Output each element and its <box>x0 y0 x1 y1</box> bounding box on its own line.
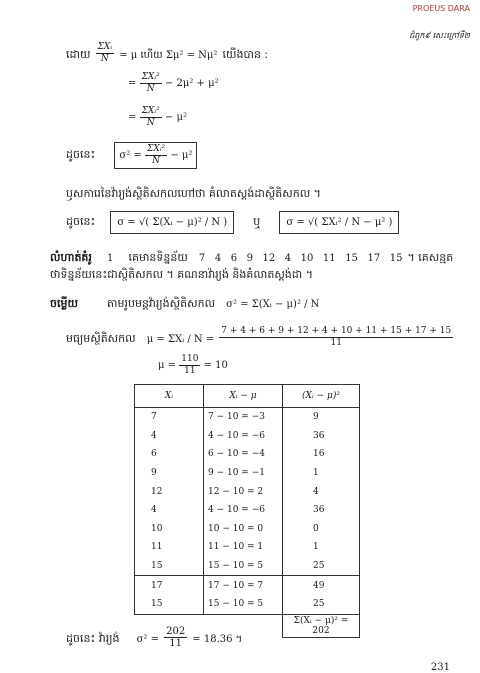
example-values: 7 4 6 9 12 4 10 11 15 17 15 <box>198 253 403 264</box>
fraction: $\frac{\text{ΣXᵢ}}{N}$ <box>97 42 113 64</box>
table-cell: 9 <box>283 408 360 427</box>
table-cell: 6 <box>135 445 204 464</box>
table-cell: 9 − 10 = −1 <box>204 464 283 483</box>
table-row <box>135 501 360 520</box>
table-cell: 16 <box>283 445 360 464</box>
solution-formula-text: តាមរូបមន្តវ៉ារ្យង់ស្ថិតិសកល <box>107 297 216 310</box>
std-dev-formula-box-2: σ = √( ΣXᵢ² / N − μ² ) <box>279 211 399 234</box>
table-cell: 10 <box>135 520 204 539</box>
derivation-line-4 <box>66 142 197 169</box>
example-line-2: ថាទិន្នន័យនេះជាស្ថិតិសកល ។ គណនាវ៉ារ្យង់ និងគំលាតស្តង់ដា ។ <box>50 268 313 281</box>
mean-result: μ = $\frac{110}{11}$ = 10 <box>158 354 228 376</box>
therefore-label: ដូចនេះ <box>66 215 96 228</box>
table-cell: 7 <box>135 408 204 427</box>
mean-label: មធ្យមស្ថិតិសកល <box>66 332 136 345</box>
derivation-line-2: = $\frac{\text{ΣXᵢ²}}{N}$ − 2μ² + μ² <box>128 72 219 94</box>
table-row <box>135 408 360 427</box>
table-row <box>135 482 360 501</box>
deviation-table <box>134 384 360 638</box>
table-cell: 4 − 10 = −6 <box>204 427 283 446</box>
table-cell: 4 − 10 = −6 <box>204 501 283 520</box>
variance-formula-box: σ² = $\frac{\text{ΣXᵢ²}}{N}$ − μ² <box>114 142 197 169</box>
table-cell: 12 − 10 = 2 <box>204 482 283 501</box>
table-cell: 0 <box>283 520 360 539</box>
derivation-prefix: ដោយ <box>66 48 91 61</box>
table-row <box>135 595 360 614</box>
brand-header: PROEUS DARA <box>412 4 470 13</box>
conclusion-line: ដូចនេះ វ៉ារ្យង់ σ² = $\frac{202}{11}$ = 18.36 ។ <box>66 626 243 649</box>
table-cell: 15 <box>135 557 204 576</box>
std-dev-formula-box-1: σ = √( Σ(Xᵢ − μ)² / N ) <box>110 211 234 234</box>
solution-label: ចម្លើយ <box>50 297 78 310</box>
table-cell: 11 <box>135 538 204 557</box>
table-cell: 1 <box>283 464 360 483</box>
mean-line <box>66 326 453 349</box>
table-row <box>135 538 360 557</box>
table-row <box>135 557 360 576</box>
fraction: $\frac{\text{ΣXᵢ²}}{N}$ <box>141 106 160 128</box>
table-cell: 25 <box>283 595 360 614</box>
page-number: 231 <box>430 662 450 673</box>
table-cell: 17 − 10 = 7 <box>204 576 283 595</box>
table-row <box>135 576 360 595</box>
table-cell: 15 − 10 = 5 <box>204 595 283 614</box>
table-cell: 15 − 10 = 5 <box>204 557 283 576</box>
table-cell: 1 <box>283 538 360 557</box>
chapter-header: ជំពូក៩ សេះក្រៅទី២ <box>409 31 470 40</box>
derivation-line-5 <box>66 210 399 234</box>
header-deviation: Xᵢ − μ <box>204 385 283 408</box>
table-cell: 10 − 10 = 0 <box>204 520 283 539</box>
derivation-line-3: = $\frac{\text{ΣXᵢ²}}{N}$ − μ² <box>128 106 188 128</box>
example-label: លំហាត់គំរូ <box>50 251 92 264</box>
table-row <box>135 445 360 464</box>
table-cell: 4 <box>283 482 360 501</box>
table-row <box>135 427 360 446</box>
solution-formula: σ² = Σ(Xᵢ − μ)² / N <box>226 299 320 310</box>
derivation-mid: = μ ហើយ Σμ² = Nμ² <box>119 50 218 61</box>
header-squared-deviation: (Xᵢ − μ)² <box>283 385 360 408</box>
table-cell: 7 − 10 = −3 <box>204 408 283 427</box>
table-cell: 11 − 10 = 1 <box>204 538 283 557</box>
table-cell: 4 <box>135 427 204 446</box>
table-cell: 49 <box>283 576 360 595</box>
std-dev-note: ឫសការេនៃវ៉ារ្យង់ស្ថិតិសកលហៅថា គំលាតស្តង់ដាស្ថិតិសកល ។ <box>66 187 321 200</box>
example-text-tail: ។ គេសន្មត <box>407 251 454 264</box>
table-cell: 4 <box>135 501 204 520</box>
header-xi: Xᵢ <box>135 385 204 408</box>
example-line-1 <box>50 246 453 267</box>
mean-expr: μ = ΣXᵢ / N = <box>146 334 215 345</box>
example-text-lead: គេមានទិន្នន័យ <box>128 251 188 264</box>
table-header-row <box>135 385 360 408</box>
fraction: $\frac{202}{11}$ <box>166 626 186 649</box>
conclusion-prefix: ដូចនេះ វ៉ារ្យង់ <box>66 632 120 645</box>
mean-sum-fraction: $\frac{7 + 4 + 6 + 9 + 12 + 4 + 10 + 11 + 15 + 17 + 15}{11}$ <box>221 326 452 348</box>
solution-line-1 <box>50 292 319 313</box>
table-row <box>135 464 360 483</box>
table-cell: 15 <box>135 595 204 614</box>
table-cell: 25 <box>283 557 360 576</box>
therefore-label: ដូចនេះ <box>66 148 96 161</box>
derivation-suffix: យើងបាន : <box>222 48 269 61</box>
table-cell: 12 <box>135 482 204 501</box>
table-row <box>135 520 360 539</box>
table-cell: 17 <box>135 576 204 595</box>
sum-squared-deviation: Σ(Xᵢ − μ)² = 202 <box>283 614 360 637</box>
table-cell: 6 − 10 = −4 <box>204 445 283 464</box>
table-cell: 9 <box>135 464 204 483</box>
fraction: $\frac{\text{ΣXᵢ²}}{N}$ <box>141 72 160 94</box>
table-cell: 36 <box>283 501 360 520</box>
example-number: 1 <box>107 253 114 264</box>
or-label: ឬ <box>253 215 261 228</box>
table-cell: 36 <box>283 427 360 446</box>
derivation-line-1 <box>66 42 268 65</box>
